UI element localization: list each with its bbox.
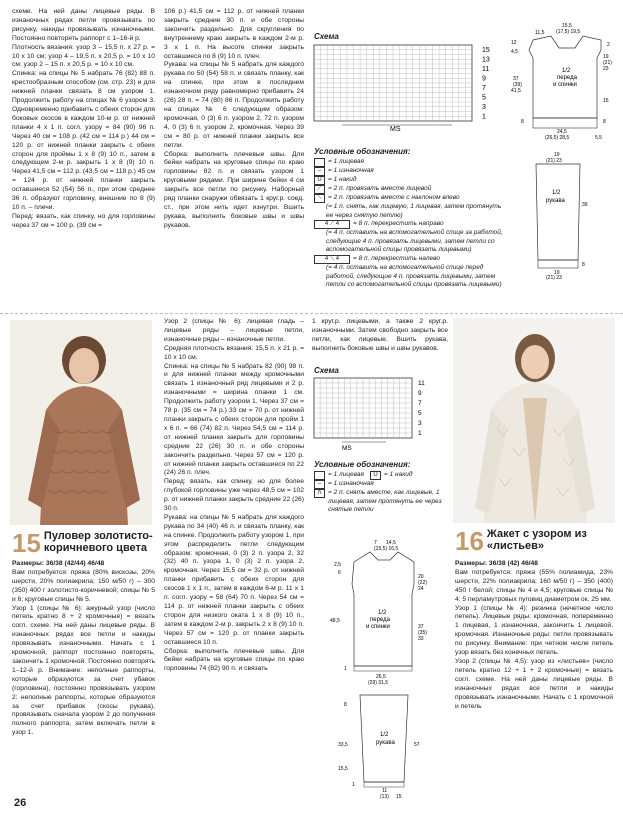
dim: 1/2	[562, 68, 571, 74]
dim: (21) 23	[546, 158, 562, 164]
middle-text-column	[164, 318, 304, 793]
legend-text: = 1 лицевая	[328, 158, 364, 165]
model-15-heading	[12, 530, 157, 556]
legend-row	[314, 194, 504, 203]
paragraph: Сборка: выполнить плечевые швы. Для бейки набрать на круговые спицы по краю горловины 74 (82) 90 п. и связать	[164, 647, 304, 673]
ssk-symbol-icon: ⟍	[314, 194, 325, 203]
yarn-over-symbol-icon: U	[314, 176, 325, 185]
dim: 15,5	[562, 23, 572, 29]
dim: 1	[352, 782, 355, 788]
legend-text: = 8 п. перекрестить направо	[353, 220, 444, 228]
dim: (26,5) 28,5	[545, 135, 570, 141]
cable-left-symbol-icon: 4 ⟍ 4	[314, 255, 350, 264]
paragraph: Рукава: на спицы № 5 набрать для каждого рукава по 50 (54) 58 п. и связать планку, как на спинке, при этом в последнем изнаночном ряду равномерно прибавить 24 (26) 28 п. = 74 (80) 86 п. Продолжить работу на спицах № 6 следующим образом: кромочная, 0 (3) 6 п. узором 2, 72 п. узором 4, 0 (3) 6 п. узором 2, кромочная. Через 39 см = 80 р. от нижней планки закрыть все петли.	[164, 61, 304, 149]
legend-text: = 1 накид	[383, 471, 413, 478]
dim: (15,5) 16,5	[374, 546, 399, 552]
legend-row	[314, 185, 504, 194]
knitting-scheme-2	[312, 376, 442, 452]
pattern-diagram-body	[505, 22, 617, 142]
dim: 2,5	[334, 562, 341, 568]
paragraph: Узор 2 (спицы № 4,5): узор из «листьев» (число петель кратно 12 + 1 + 2 кромочные) = вязать согл. схеме. На ней даны лицевые ряды. В изнаночных рядах все петли и накиды провязывать изнаночными. Начать с 1 кромочной и петель	[455, 657, 613, 710]
dim: 37	[418, 624, 424, 630]
paragraph: Вам потребуется: пряжа (80% вискозы, 20% шерсти, 20% полиакрила; 150 м/50 г) – 300 (350) 400 г золотисто-коричневой; спицы № 5 и 6; круговые спицы № 5.	[12, 568, 155, 603]
dim: 48,5	[330, 618, 340, 624]
dim: 2	[607, 42, 610, 48]
paragraph: Спинка: на спицы № 5 набрать 82 (90) 98 п. и для нижней планки между кромочными связать 1 изнаночный ряд лицевыми и 2 р. изнаночными = ширина планки 1 см. Продолжить работу узором 1. Через 37 см = 78 р. (35 см = 74 р.) 33 см = 70 р. от нижней планки закрыть с обеих сторон для пройм 1 х 6 п. = 66 (74) 82 п. Через 54,5 см = 114 р. от нижней планки закрыть для горловины средние 22 (26) 30 п. и обе стороны закончить раздельно. Через 57 см = 120 р. от нижней планки закрыть оставшиеся по 22 (24) 26 п. плеч.	[164, 362, 304, 477]
right-text-column	[455, 560, 613, 795]
dim: 39	[582, 202, 588, 208]
paragraph: схеме. На ней даны лицевые ряды. В изнаночных рядах петли провязывать по рисунку, накиды провязывать изнаночными. Постоянно повторять раппорт с 1–16-й р.	[12, 8, 155, 42]
dim: (21) 23	[546, 275, 562, 280]
dim: 8	[582, 262, 585, 268]
legend-row	[314, 489, 452, 515]
paragraph: 106 р.) 41,5 см = 112 р. от нижней планки закрыть средние 30 п. и обе стороны закончить раздельно. Для скругления по внутреннему краю закрыть в каждом 2-м р. 3 х 1 п. На высоте спинки закрыть оставшиеся по 8 (9) 10 п. плеч.	[164, 8, 304, 60]
dim: (22)	[418, 580, 427, 586]
dim: 11	[382, 788, 388, 794]
dim: (21)	[603, 60, 612, 66]
paragraph: Сборка: выполнить плечевые швы. Для бейки набрать на круговые спицы по краю горловины 82 п. и связать узором 1 круговыми рядами. При ширине бейки 4 см закрыть все петли по рисунку. Наборный ряд планки снаружи обвязать 1 круг.р. соед. ст., при этом нить идет изнутри. Вшить рукава, выполнить боковые швы и швы рукавов.	[164, 150, 304, 229]
row-number: 7	[418, 400, 422, 407]
dim: 20	[418, 574, 424, 580]
dim: 19	[554, 270, 560, 276]
cable-right-symbol-icon: 4 ⟋ 4	[314, 220, 350, 229]
legend-title: Условные обозначения:	[314, 460, 411, 469]
dim: 33	[418, 636, 424, 642]
legend-title: Условные обозначения:	[314, 147, 411, 156]
dim: (35)	[418, 630, 427, 636]
model-number: 16	[455, 526, 484, 556]
legend-row	[370, 471, 413, 480]
row-number: 15	[482, 47, 490, 54]
dim: 11,5	[535, 30, 545, 36]
dim: (13)	[380, 794, 389, 800]
paragraph: Узор 1 (спицы № 6): ажурный узор (число петель кратно 8 + 2 кромочные) = вязать согл. схеме. На ней даны лицевые ряды. В изнаночных рядах все петли и накиды провязывать изнаночными. Начать с 1 кромочной, раппорт постоянно повторять, закончить 1 кромочной. Постоянно повторять 1–12-й р. Внимание: неполные раппорты, которые образуются за счет убавок (горловина), постоянно провязывать узором 2: неполные раппорты, которые образуются за счет прибавок (скосы рукава), провязывать сначала узором 2 до получения полного раппорта, затем включать петли в узор 1.	[12, 604, 155, 737]
dim: 12	[511, 40, 517, 46]
dim: 26,5	[376, 674, 386, 680]
sweater-photo	[10, 320, 152, 525]
top-text-column-1	[12, 8, 155, 310]
dim: 24	[418, 586, 424, 592]
dim: переда	[370, 617, 390, 623]
jacket-photo	[453, 318, 615, 523]
paragraph: Перед: вязать, как спинку, но для горловины через 37 см = 100 р. (39 см =	[12, 212, 155, 229]
legend-text: = 2 п. снять вместе, как лицевые, 1 лицевая, затем протянуть ее через снятые петли	[328, 489, 442, 514]
model-title: Жакет с узором из «листьев»	[486, 528, 587, 552]
legend-2	[314, 471, 452, 515]
model-number: 15	[12, 528, 41, 558]
dim: и спинки	[366, 624, 390, 630]
legend-note: (= 4 п. оставить на вспомогательной спице за работой, следующие 4 п. провязать лицевыми, затем петли со вспомогательной спицы провязать лицевыми)	[326, 229, 503, 254]
model-title: Пуловер золотисто-коричневого цвета	[43, 530, 153, 554]
dim: 24,5	[557, 129, 567, 135]
dim: 37	[513, 76, 519, 82]
left-text-column	[12, 560, 155, 790]
model-16-heading	[455, 528, 615, 554]
paragraph: Размеры: 36/38 (42/44) 46/48	[12, 560, 105, 567]
dim: (39)	[513, 82, 522, 88]
row-number: 9	[418, 390, 422, 397]
dim: рукава	[546, 198, 565, 204]
dim: 1/2	[552, 190, 561, 196]
dim: рукава	[376, 740, 395, 746]
legend-note: (= 1 п. снять, как лицевую, 1 лицевая, затем протянуть ее через снятую петлю)	[326, 203, 502, 219]
purl-symbol-icon: –	[314, 480, 325, 489]
row-number: 11	[418, 380, 425, 387]
knitting-scheme-1	[312, 43, 502, 135]
dim: 19	[603, 54, 609, 60]
legend-text: = 1 изнаночная	[328, 167, 374, 174]
row-number: 9	[482, 75, 486, 83]
legend-row	[314, 158, 504, 167]
legend-text: = 2 п. провязать вместе лицевой	[328, 185, 432, 192]
dim: 15	[396, 794, 402, 800]
dim: 19	[554, 152, 560, 158]
legend-row	[314, 471, 364, 480]
legend-text: = 1 лицевая	[328, 471, 364, 478]
purl-symbol-icon: –	[314, 167, 325, 176]
right-top-text	[312, 318, 448, 368]
dim: 41,5	[511, 88, 521, 94]
scheme-ms-label: MS	[390, 126, 401, 133]
dim: 5,5	[595, 135, 602, 141]
paragraph: 1 круг.р. лицевыми, а также 2 круг.р. изнаночными. Затем свободно закрыть все петли, как лицевые. Вшить рукава, выполнить боковые швы и швы рукавов.	[312, 318, 448, 352]
paragraph: Плотность вязания: узор 3 – 15,5 п. х 27 р. = 10 х 10 см; узор 4 – 19,5 п. х 20,5 р. = 10 х 10 см; узор 2 – 15 п. х 20,5 р. = 10 х 10 см.	[12, 43, 155, 69]
dim: 6	[338, 570, 341, 576]
legend-1	[314, 158, 504, 290]
section-divider	[0, 313, 623, 314]
paragraph: Узор 1 (спицы № 4): резинка (нечетное число петель). Лицевые ряды: кромочная, попеременно 1 лицевая, 1 изнаночная, закончить 1 лицевой, кромочная. Изнаночные ряды: петли провязывать по рисунку. Внимание: при четном числе петель узор вязать без конечных петель.	[455, 604, 613, 657]
dim: 23	[603, 66, 609, 72]
legend-text: = 1 накид	[328, 176, 357, 183]
dim: 4,5	[511, 49, 518, 55]
legend-row	[314, 167, 504, 176]
scheme-label: Схема	[314, 32, 339, 41]
knit-symbol-icon	[314, 158, 325, 167]
legend-row	[314, 176, 504, 185]
page-number: 26	[14, 797, 27, 809]
dim: 1/2	[380, 732, 389, 738]
paragraph: Спинка: на спицы № 5 набрать 76 (82) 88 п. крестообразным способом (см. стр. 23) и для нижней планки связать 8 см узором 1. Продолжить работу на спицах № 6 узором 3. Одновременно прибавить с обеих сторон для боковых скосов в каждом 10-м р. от нижней планки 4 х 1 п. согл. узору = 84 (90) 96 п. Через 40 см = 108 р. (42 см = 114 р.) 44 см = 120 р. от нижней планки закрыть с обеих сторон для проймы 1 х 8 (9) 10 п., затем в следующем 2-м р. закрыть 1 х 8 (9) 10 п. Через 41,5 см = 112 р. (43,5 см = 118 р.) 45 см = 124 р. от нижней планки закрыть оставшиеся 52 (54) 56 п., при этом среднее 36 п. образуют горловину, внешние по 8 (9) 10 п. – плечи.	[12, 70, 155, 211]
dim: 1	[344, 666, 347, 672]
paragraph: Перед: вязать, как спинку, но для более глубокой горловины уже через 48,5 см = 102 р. от нижней планки закрыть средние 22 (26) 30 п.	[164, 478, 304, 513]
dim: 15,5	[338, 766, 348, 772]
dim: 14,5	[386, 540, 396, 546]
row-number: 1	[418, 430, 422, 437]
dim: (29) 31,5	[368, 680, 389, 686]
legend-note: (= 4 п. оставить на вспомогательной спице перед работой, следующие 4 п. провязать лицевыми, затем петли со вспомогательной спицы провязать лицевыми)	[326, 263, 502, 289]
row-number: 5	[482, 94, 486, 102]
dim: (17,5) 19,5	[556, 29, 581, 35]
paragraph: Узор 2 (спицы № 6): лицевая гладь – лицевые ряды – лицевые петли, изнаночные ряды – изнаночные петли.	[164, 318, 304, 343]
row-number: 11	[482, 66, 490, 73]
dim: 1/2	[378, 610, 387, 616]
legend-text: = 2 п. провязать вместе с наклоном влево	[328, 194, 460, 201]
legend-row	[314, 220, 504, 229]
paragraph: Средняя плотность вязания: 15,5 п. х 21 р. = 10 х 10 см.	[164, 344, 304, 361]
row-number: 3	[482, 104, 486, 111]
row-number: 13	[482, 56, 490, 64]
dim: 15	[603, 98, 609, 104]
row-number: 7	[482, 85, 486, 92]
k2tog-symbol-icon: ⟋	[314, 185, 325, 194]
legend-text: = 1 изнаночная	[328, 480, 374, 487]
dim: 8	[521, 119, 524, 125]
legend-row	[314, 480, 452, 489]
sk2p-symbol-icon: Λ	[314, 489, 325, 498]
paragraph: Вам потребуется: пряжа (55% полиамида, 23% шерсти, 22% полиакрила; 160 м/50 г) – 350 (400) 450 г белой; спицы № 4 и 4,5; круговые спицы № 4; 5 перламутровых пуговиц диаметром ок. 25 мм.	[455, 568, 613, 603]
dim: и спинки	[553, 82, 577, 88]
dim: 33,5	[338, 742, 348, 748]
row-number: 1	[482, 113, 486, 121]
scheme-label: Схема	[314, 366, 339, 375]
knit-symbol-icon	[314, 471, 325, 480]
pattern-diagram-2	[330, 540, 430, 800]
dim: 8	[344, 702, 347, 708]
yarn-over-symbol-icon: U	[370, 471, 381, 480]
row-number: 5	[418, 410, 422, 417]
dim: 7	[374, 540, 377, 546]
dim: 57	[414, 742, 420, 748]
pattern-diagram-sleeve	[528, 150, 588, 280]
row-number: 3	[418, 420, 422, 427]
dim: 8	[603, 119, 606, 125]
paragraph: Размеры: 36/38 (42) 46/48	[455, 560, 538, 567]
top-text-column-2	[164, 8, 304, 310]
scheme-ms-label: MS	[342, 445, 352, 452]
paragraph: Рукава: на спицы № 5 набрать для каждого рукава по 34 (40) 46 п. и связать планку, как на спинке. Продолжить работу узором 1, при этом распределить петли следующим образом: кромочная, 0 (3) 2 п. узора 2, 32 (32) 40 п. узора 1, 0 (3) 2 п. узора 2, кромочная. Через 15,5 см = 32 р. от нижней планки прибавить с обеих сторон для скосов 1 х 1 п., затем в каждом 6-м р. 11 х 1 п. согл. узору = 58 (64) 70 п. Через 54 см = 114 р. от нижней планки закрыть с обеих сторон для низкого оката 1 х 8 (9) 10 п., затем в каждом 2-м р. закрыть 2 х 8 (9) 10 п. Через 57 см = 120 р. от планки закрыть оставшиеся 10 п.	[164, 513, 304, 646]
legend-text: = 8 п. перекрестить налево	[353, 254, 441, 262]
legend-row	[314, 255, 504, 264]
dim: переда	[557, 75, 577, 81]
